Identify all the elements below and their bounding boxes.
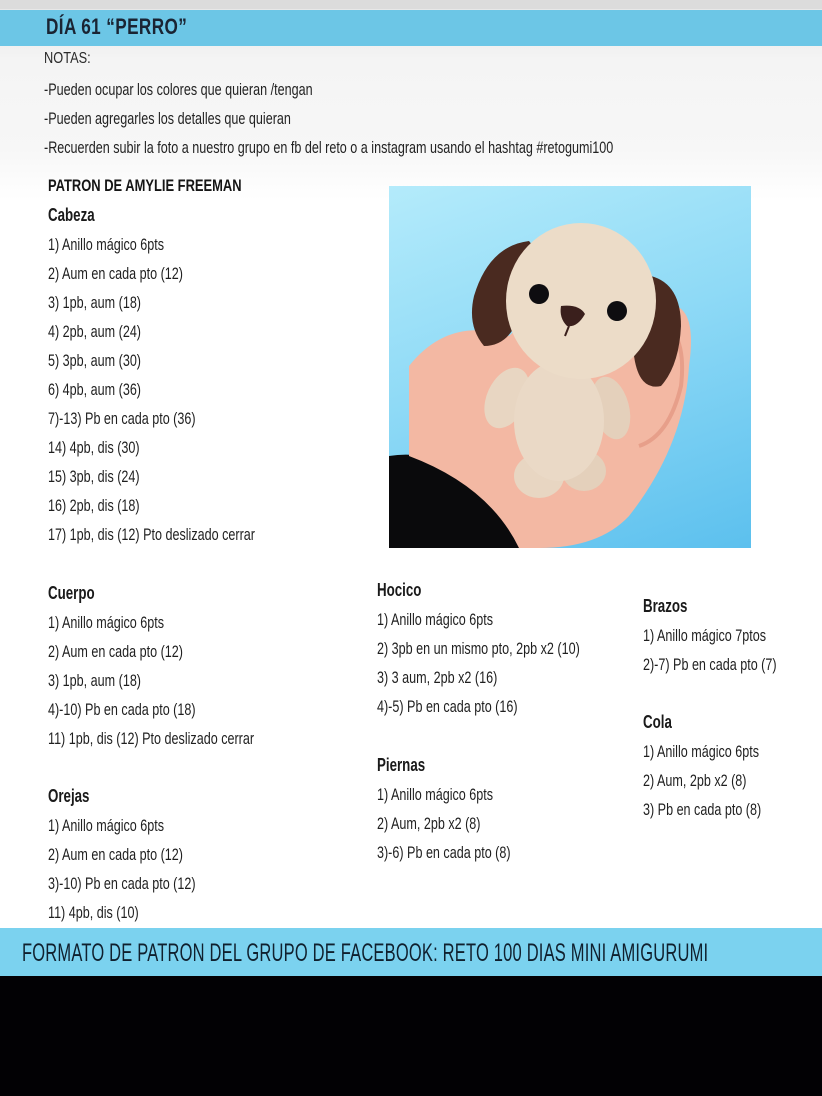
pattern-row: 1) Anillo mágico 6pts	[377, 785, 494, 804]
note-item: -Recuerden subir la foto a nuestro grupo en fb del reto o a instagram usando el hashtag #retogumi100	[44, 138, 614, 157]
pattern-row: 1) Anillo mágico 6pts	[48, 235, 165, 254]
pattern-row: 4)-5) Pb en cada pto (16)	[377, 697, 518, 716]
section-title: Cabeza	[48, 205, 95, 225]
pattern-row: 3) 1pb, aum (18)	[48, 293, 142, 312]
pattern-row: 2) Aum en cada pto (12)	[48, 845, 183, 864]
section-hocico	[377, 576, 651, 721]
section-title: Piernas	[377, 755, 426, 775]
pattern-row: 2)-7) Pb en cada pto (7)	[643, 655, 777, 674]
section-title: Orejas	[48, 786, 90, 806]
note-item: -Pueden ocupar los colores que quieran /tengan	[44, 80, 313, 99]
pattern-row: 2) Aum, 2pb x2 (8)	[377, 814, 481, 833]
notes-heading: NOTAS:	[44, 50, 91, 67]
pattern-row: 1) Anillo mágico 6pts	[377, 610, 494, 629]
section-title: Cola	[643, 712, 672, 732]
pattern-row: 16) 2pb, dis (18)	[48, 496, 140, 515]
pattern-row: 11) 4pb, dis (10)	[48, 903, 139, 922]
top-strip	[0, 0, 822, 9]
pattern-row: 3) Pb en cada pto (8)	[643, 800, 762, 819]
footer-caption: FORMATO DE PATRON DEL GRUPO DE FACEBOOK: RETO 100 DIAS MINI AMIGURUMI	[22, 939, 709, 967]
pattern-row: 2) Aum, 2pb x2 (8)	[643, 771, 747, 790]
section-cola	[643, 708, 803, 824]
pattern-row: 5) 3pb, aum (30)	[48, 351, 142, 370]
pattern-row: 15) 3pb, dis (24)	[48, 467, 140, 486]
pattern-row: 1) Anillo mágico 6pts	[643, 742, 760, 761]
section-piernas	[377, 751, 557, 867]
pattern-row: 14) 4pb, dis (30)	[48, 438, 140, 457]
section-title: Brazos	[643, 596, 688, 616]
pattern-row: 4) 2pb, aum (24)	[48, 322, 142, 341]
pattern-row: 2) 3pb en un mismo pto, 2pb x2 (10)	[377, 639, 580, 658]
pattern-row: 3) 3 aum, 2pb x2 (16)	[377, 668, 498, 687]
section-cabeza	[48, 201, 328, 549]
letterbox-bottom	[0, 976, 822, 1096]
pattern-row: 3)-10) Pb en cada pto (12)	[48, 874, 196, 893]
pattern-row: 3) 1pb, aum (18)	[48, 671, 142, 690]
pattern-author: PATRON DE AMYLIE FREEMAN	[48, 176, 242, 195]
pattern-row: 1) Anillo mágico 6pts	[48, 613, 165, 632]
section-title: Hocico	[377, 580, 422, 600]
section-brazos	[643, 592, 822, 679]
pattern-row: 11) 1pb, dis (12) Pto deslizado cerrar	[48, 729, 255, 748]
page-title: DÍA 61 “PERRO”	[46, 14, 188, 39]
pattern-row: 2) Aum en cada pto (12)	[48, 642, 183, 661]
section-title: Cuerpo	[48, 583, 95, 603]
pattern-row: 17) 1pb, dis (12) Pto deslizado cerrar	[48, 525, 255, 544]
pattern-row: 2) Aum en cada pto (12)	[48, 264, 183, 283]
pattern-row: 3)-6) Pb en cada pto (8)	[377, 843, 511, 862]
section-orejas	[48, 782, 247, 927]
pattern-row: 1) Anillo mágico 6pts	[48, 816, 165, 835]
pattern-row: 4)-10) Pb en cada pto (18)	[48, 700, 196, 719]
amigurumi-dog-photo	[389, 186, 751, 548]
dog-illustration-icon	[389, 186, 751, 548]
note-item: -Pueden agregarles los detalles que quieran	[44, 109, 291, 128]
pattern-row: 7)-13) Pb en cada pto (36)	[48, 409, 196, 428]
section-cuerpo	[48, 579, 326, 753]
pattern-row: 1) Anillo mágico 7ptos	[643, 626, 767, 645]
pattern-row: 6) 4pb, aum (36)	[48, 380, 142, 399]
